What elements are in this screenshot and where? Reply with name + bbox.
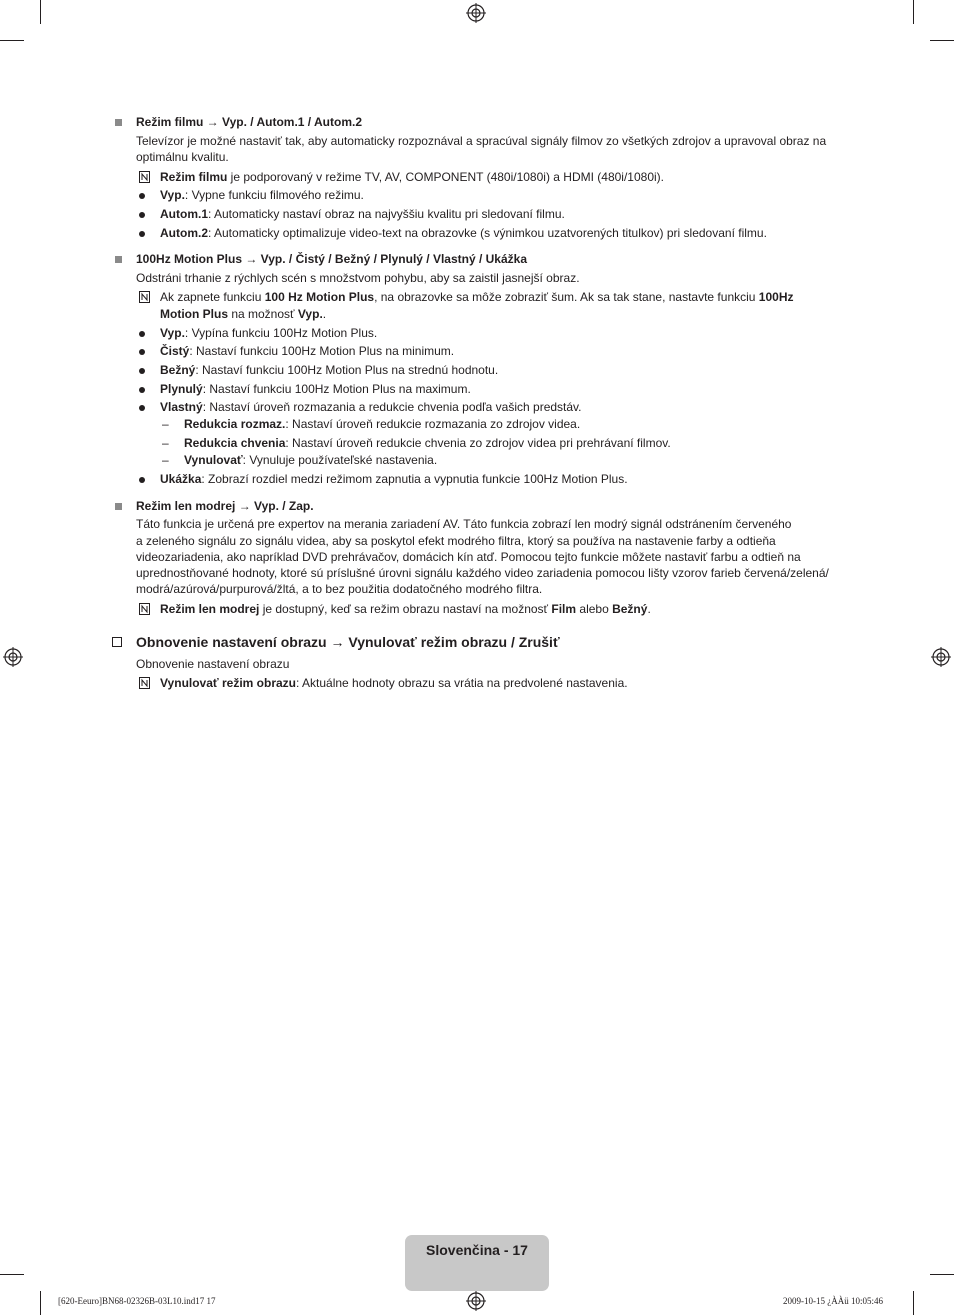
note-text xyxy=(160,306,326,322)
list-item-term: Plynulý xyxy=(160,382,203,396)
note-icon xyxy=(139,171,150,183)
note-text xyxy=(160,169,664,185)
sub-list-item-term: Redukcia chvenia xyxy=(184,436,286,450)
bullet-dot xyxy=(139,477,145,483)
note-bold: Film xyxy=(551,602,577,616)
page-number-tab xyxy=(405,1235,549,1291)
note-bold: Vyp. xyxy=(297,307,323,321)
crop-mark xyxy=(40,1291,41,1315)
note-bold: Motion Plus xyxy=(160,307,228,321)
list-item-term: Bežný xyxy=(160,363,196,377)
note-text xyxy=(160,675,628,691)
reset-heading: Obnovenie nastavení obrazu → Vynulovať režim obrazu / Zrušiť xyxy=(136,634,560,650)
list-item-term: Vlastný xyxy=(160,400,203,414)
list-item xyxy=(160,362,498,378)
list-item-desc: : Vypína funkciu 100Hz Motion Plus. xyxy=(184,326,378,340)
footer-timestamp: 2009-10-15 ¿ÀÀü 10:05:46 xyxy=(783,1296,883,1306)
note-bold: Režim len modrej xyxy=(160,602,260,616)
section-description: videozariadenia, ako napríklad DVD prehrávačov, domácich kín atď. Pomocou tejto funkcie môžete nastaviť farbu a odtieň na xyxy=(136,550,801,564)
bullet-dot xyxy=(139,193,145,199)
section-description: Odstráni trhanie z rýchlych scén s množstvom pohybu, aby sa zaistil jasnejší obraz. xyxy=(136,271,580,285)
crop-mark xyxy=(40,0,41,24)
bullet-dot xyxy=(139,387,145,393)
page-label: Slovenčina - 17 xyxy=(426,1242,528,1258)
note-rest: je dostupný, keď sa režim obrazu nastaví na možnosť xyxy=(259,602,552,616)
list-item-desc: : Nastaví úroveň rozmazania a redukcie chvenia podľa vašich predstáv. xyxy=(202,400,582,414)
note-bold: 100 Hz Motion Plus xyxy=(264,290,375,304)
list-item-term: Vyp. xyxy=(160,326,185,340)
registration-mark-icon xyxy=(931,647,951,667)
sub-list-item-term: Redukcia rozmaz. xyxy=(184,417,286,431)
section-description: Táto funkcia je určená pre expertov na merania zariadení AV. Táto funkcia zobrazí len modrý signál odstránením červeného xyxy=(136,517,792,531)
list-item-term: Vyp. xyxy=(160,188,185,202)
sub-list-item xyxy=(184,416,580,432)
note-rest: , na obrazovke sa môže zobraziť šum. Ak sa tak stane, nastavte funkciu xyxy=(374,290,759,304)
crop-mark xyxy=(0,40,24,41)
note-bold: Režim filmu xyxy=(160,170,228,184)
list-item-desc: : Vypne funkciu filmového režimu. xyxy=(184,188,364,202)
list-item-desc: : Automaticky optimalizuje video-text na obrazovke (s výnimkou uzatvorených titulkov) pri sledovaní filmu. xyxy=(208,226,767,240)
list-item xyxy=(160,187,364,203)
dash-bullet: – xyxy=(162,417,169,431)
dash-bullet: – xyxy=(162,436,169,450)
sub-list-item xyxy=(184,452,437,468)
note-bold: Bežný xyxy=(612,602,648,616)
list-item-desc: : Nastaví funkciu 100Hz Motion Plus na strednú hodnotu. xyxy=(195,363,499,377)
crop-mark xyxy=(0,1274,24,1275)
list-item-term: Autom.1 xyxy=(160,207,208,221)
sub-list-item-term: Vynulovať xyxy=(184,453,243,467)
registration-mark-icon xyxy=(3,647,23,667)
crop-mark xyxy=(930,1274,954,1275)
section-description: optimálnu kvalitu. xyxy=(136,150,229,164)
bullet-dot xyxy=(139,349,145,355)
note-text xyxy=(160,289,793,305)
note-text xyxy=(160,601,651,617)
list-item-desc: : Nastaví funkciu 100Hz Motion Plus na maximum. xyxy=(202,382,471,396)
crop-mark xyxy=(913,0,914,24)
section-heading: Režim len modrej → Vyp. / Zap. xyxy=(136,499,314,513)
list-item xyxy=(160,399,582,415)
list-item xyxy=(160,381,471,397)
list-item-term: Autom.2 xyxy=(160,226,208,240)
section-description: Televízor je možné nastaviť tak, aby automaticky rozpoznával a spracúval signály filmov zo všetkých zdrojov a upravoval obraz na xyxy=(136,134,827,148)
crop-mark xyxy=(930,40,954,41)
section-heading: 100Hz Motion Plus → Vyp. / Čistý / Bežný / Plynulý / Vlastný / Ukážka xyxy=(136,252,528,266)
registration-mark-icon xyxy=(466,3,486,23)
note-icon xyxy=(139,677,150,689)
list-item xyxy=(160,471,628,487)
crop-mark xyxy=(913,1291,914,1315)
note-icon xyxy=(139,603,150,615)
note-bold: 100Hz xyxy=(758,290,794,304)
bullet-dot xyxy=(139,231,145,237)
section-description: a zeleného signálu zo signálu videa, aby sa poskytol efekt modrého filtra, ktorý sa používa na nastavenie farby a odtieňa xyxy=(136,534,776,548)
note-icon xyxy=(139,291,150,303)
note-rest: : Aktuálne hodnoty obrazu sa vrátia na predvolené nastavenia. xyxy=(296,676,628,690)
square-bullet-icon xyxy=(115,119,122,126)
registration-mark-icon xyxy=(466,1291,486,1311)
bullet-dot xyxy=(139,368,145,374)
list-item-desc: : Automaticky nastaví obraz na najvyššiu kvalitu pri sledovaní filmu. xyxy=(208,207,565,221)
sub-list-item-desc: : Nastaví úroveň redukcie rozmazania zo zdrojov videa. xyxy=(285,417,581,431)
bullet-dot xyxy=(139,331,145,337)
list-item xyxy=(160,325,377,341)
sub-list-item-desc: : Nastaví úroveň redukcie chvenia zo zdrojov videa pri prehrávaní filmov. xyxy=(285,436,671,450)
note-rest: . xyxy=(322,307,327,321)
section-heading: Režim filmu → Vyp. / Autom.1 / Autom.2 xyxy=(136,115,363,129)
list-item-desc: : Zobrazí rozdiel medzi režimom zapnutia a vypnutia funkcie 100Hz Motion Plus. xyxy=(201,472,628,486)
list-item xyxy=(160,206,565,222)
sub-list-item-desc: : Vynuluje používateľské nastavenia. xyxy=(242,453,438,467)
sub-list-item xyxy=(184,435,671,451)
section-description: modrá/azúrová/purpurová/žltá, a to bez použitia dodatočného modrého filtra. xyxy=(136,582,543,596)
note-bold: Vynulovať režim obrazu xyxy=(160,676,297,690)
note-rest: alebo xyxy=(576,602,613,616)
list-item-term: Ukážka xyxy=(160,472,202,486)
bullet-dot xyxy=(139,405,145,411)
note-rest: je podporovaný v režime TV, AV, COMPONENT (480i/1080i) a HDMI (480i/1080i). xyxy=(227,170,664,184)
list-item-term: Čistý xyxy=(160,344,190,358)
square-bullet-icon xyxy=(115,503,122,510)
list-item xyxy=(160,343,454,359)
list-item-desc: : Nastaví funkciu 100Hz Motion Plus na minimum. xyxy=(189,344,455,358)
reset-description: Obnovenie nastavení obrazu xyxy=(136,657,290,671)
footer-file-info: [620-Eeuro]BN68-02326B-03L10.ind17 17 xyxy=(58,1296,216,1306)
note-rest: . xyxy=(647,602,651,616)
square-bullet-icon xyxy=(115,256,122,263)
dash-bullet: – xyxy=(162,453,169,467)
bullet-dot xyxy=(139,212,145,218)
note-rest: Ak zapnete funkciu xyxy=(160,290,265,304)
list-item xyxy=(160,225,767,241)
note-rest: na možnosť xyxy=(228,307,298,321)
section-description: uprednostňované hodnoty, ktoré sú príslušné úrovni signálu každého video zariadenia pomocou lišty vzorov farieb červená/zelená/ xyxy=(136,566,829,580)
checkbox-icon xyxy=(112,637,122,647)
